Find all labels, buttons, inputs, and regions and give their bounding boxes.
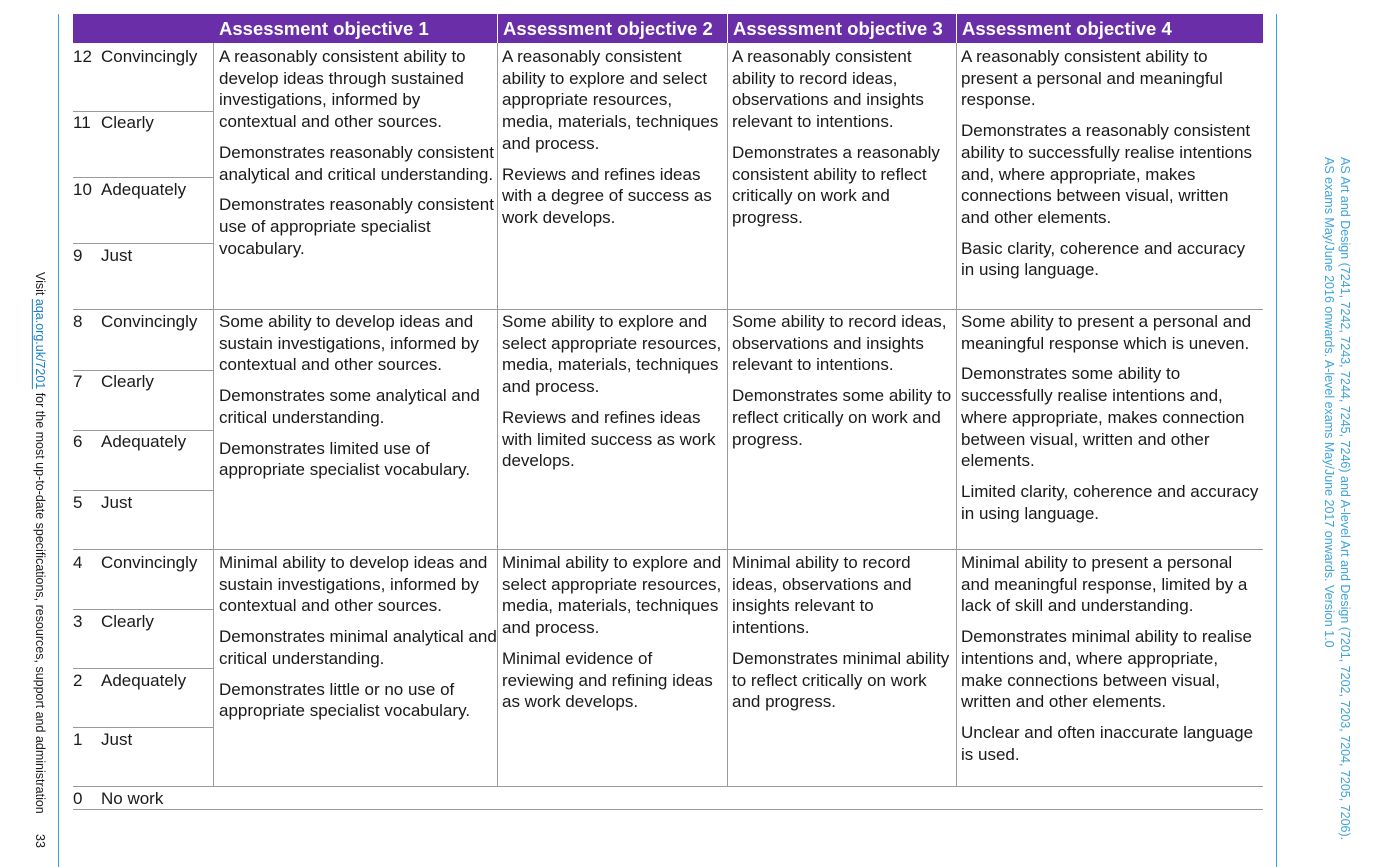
mark-label: Adequately: [101, 180, 187, 199]
descriptor: Demonstrates reasonably consistent use of appropriate specialist vocabulary.: [219, 195, 494, 258]
mark-row: [73, 112, 154, 134]
descriptor: Demonstrates minimal analytical and critical understanding.: [219, 627, 497, 668]
descriptor: Limited clarity, coherence and accuracy in using language.: [961, 481, 1259, 523]
descriptor: Some ability to present a personal and meaningful response which is uneven.: [961, 312, 1252, 353]
column-divider: [497, 43, 498, 786]
band-separator: [73, 549, 1263, 550]
mark-row: [73, 729, 132, 751]
descriptor: Demonstrates a reasonably consistent ability to successfully realise intentions and, where appropriate, makes connections between visual, written and other elements.: [961, 121, 1253, 227]
column-divider: [956, 43, 957, 786]
descriptor: A reasonably consistent ability to record ideas, observations and insights relevant to intentions.: [732, 47, 924, 132]
mark-row: [73, 311, 197, 333]
mark-row: [73, 245, 132, 267]
mark-label: Clearly: [101, 372, 154, 391]
footer-visit-suffix: for the most up-to-date specifications, resources, support and administration: [33, 389, 47, 814]
document-version-line: AS exams May/June 2016 onwards. A-level exams May/June 2017 onwards. Version 1.0: [1322, 157, 1336, 648]
left-margin-rule: [58, 14, 59, 867]
mark-row: [73, 371, 154, 393]
mark-number: 12: [73, 47, 92, 66]
header-ao2: Assessment objective 2: [503, 18, 713, 39]
descriptor: Reviews and refines ideas with limited success as work develops.: [502, 407, 716, 471]
band3-ao4-cell: [961, 552, 1261, 765]
descriptor: Demonstrates minimal ability to reflect critically on work and progress.: [732, 648, 950, 712]
mark-label: Adequately: [101, 671, 187, 690]
descriptor: Demonstrates little or no use of appropriate specialist vocabulary.: [219, 679, 471, 721]
descriptor: Basic clarity, coherence and accuracy in using language.: [961, 238, 1246, 280]
mark-label: Convincingly: [101, 312, 198, 331]
mark-row: [73, 552, 197, 574]
mark-divider: [73, 490, 213, 491]
mark-number: 6: [73, 432, 83, 451]
descriptor: Demonstrates some ability to reflect critically on work and progress.: [732, 386, 952, 449]
descriptor: A reasonably consistent ability to present a personal and meaningful response.: [961, 47, 1223, 110]
descriptor: Some ability to record ideas, observations and insights relevant to intentions.: [732, 312, 947, 375]
descriptor: A reasonably consistent ability to develop ideas through sustained investigations, informed by contextual and other sources.: [219, 47, 466, 132]
mark-label: Just: [101, 730, 133, 749]
descriptor: Demonstrates minimal ability to realise intentions and, where appropriate, make connections between visual, written and other elements.: [961, 627, 1252, 712]
descriptor: Minimal ability to record ideas, observations and insights relevant to intentions.: [732, 553, 912, 638]
mark-label: Just: [101, 246, 133, 265]
mark-label: Adequately: [101, 432, 187, 451]
band3-ao3-cell: [732, 552, 953, 713]
descriptor: Minimal evidence of reviewing and refining ideas as work develops.: [502, 648, 713, 712]
band2-ao1-cell: [219, 311, 497, 481]
descriptor: Demonstrates reasonably consistent analytical and critical understanding.: [219, 142, 494, 184]
mark-row: [73, 431, 186, 453]
mark-label: Just: [101, 493, 133, 512]
mark-number: 11: [73, 113, 91, 132]
mark-label: No work: [101, 789, 164, 808]
header-ao1: Assessment objective 1: [219, 18, 429, 39]
mark-row: [73, 179, 186, 201]
descriptor: Unclear and often inaccurate language is used.: [961, 722, 1254, 764]
header-ao4: Assessment objective 4: [962, 18, 1172, 39]
descriptor: Demonstrates limited use of appropriate specialist vocabulary.: [219, 438, 471, 480]
page-number: 33: [33, 833, 47, 848]
band2-ao4-cell: [961, 311, 1261, 524]
mark-divider: [73, 727, 213, 728]
column-divider: [213, 43, 214, 786]
footer-visit-text: [29, 272, 51, 867]
right-margin-rule: [1276, 14, 1277, 867]
descriptor: Some ability to explore and select appropriate resources, media, materials, techniques and process.: [502, 312, 722, 397]
mark-number: 0: [73, 789, 83, 808]
descriptor: Minimal ability to present a personal and meaningful response, limited by a lack of skill and understanding.: [961, 553, 1248, 616]
column-divider: [727, 43, 728, 786]
descriptor: A reasonably consistent ability to explore and select appropriate resources, media, materials, techniques and process.: [502, 47, 719, 153]
descriptor: Demonstrates a reasonably consistent ability to reflect critically on work and progress.: [732, 142, 940, 227]
mark-label: Clearly: [101, 113, 154, 132]
mark-number: 7: [73, 372, 83, 391]
mark-number: 3: [73, 612, 83, 631]
mark-row: [73, 788, 163, 810]
band2-ao2-cell: [502, 311, 723, 472]
band1-ao2-cell: [502, 46, 723, 229]
mark-row: [73, 611, 154, 633]
document-version-info: [1313, 157, 1353, 863]
mark-divider: [73, 177, 213, 178]
band3-ao2-cell: [502, 552, 723, 713]
mark-label: Convincingly: [101, 47, 198, 66]
descriptor: Reviews and refines ideas with a degree of success as work develops.: [502, 164, 712, 227]
mark-row: [73, 492, 132, 514]
band1-ao4-cell: [961, 46, 1261, 281]
mark-row: [73, 670, 186, 692]
mark-number: 1: [73, 730, 83, 749]
band2-ao3-cell: [732, 311, 953, 450]
band-separator: [73, 786, 1263, 787]
descriptor: Minimal ability to develop ideas and sustain investigations, informed by contextual and other sources.: [219, 553, 488, 616]
table-header: [73, 14, 1263, 43]
document-title-line: AS Art and Design (7241, 7242, 7243, 7244, 7245, 7246) and A-level Art and Design (7201, 7202, 7203, 7204, 7205, 7206).: [1338, 157, 1352, 841]
band3-ao1-cell: [219, 552, 497, 722]
mark-number: 9: [73, 246, 83, 265]
header-ao3: Assessment objective 3: [733, 18, 943, 39]
mark-divider: [73, 243, 213, 244]
descriptor: Some ability to develop ideas and sustain investigations, informed by contextual and other sources.: [219, 312, 479, 375]
table-bottom-rule: [73, 809, 1263, 810]
mark-label: Convincingly: [101, 553, 198, 572]
footer-visit-prefix: Visit: [33, 272, 47, 299]
descriptor: Demonstrates some analytical and critical understanding.: [219, 386, 480, 427]
mark-label: Clearly: [101, 612, 154, 631]
specification-link[interactable]: aqa.org.uk/7201: [33, 298, 47, 390]
mark-number: 2: [73, 671, 83, 690]
mark-number: 10: [73, 180, 92, 199]
mark-divider: [73, 609, 213, 610]
descriptor: Demonstrates some ability to successfully realise intentions and, where appropriate, makes connection between visual, written and other elements.: [961, 364, 1245, 471]
mark-row: [73, 46, 197, 68]
band-separator: [73, 309, 1263, 310]
descriptor: Minimal ability to explore and select appropriate resources, media, materials, techniques and process.: [502, 553, 722, 638]
band1-ao3-cell: [732, 46, 953, 229]
mark-divider: [73, 668, 213, 669]
mark-number: 8: [73, 312, 83, 331]
mark-number: 5: [73, 493, 83, 512]
mark-number: 4: [73, 553, 83, 572]
band1-ao1-cell: [219, 46, 497, 259]
